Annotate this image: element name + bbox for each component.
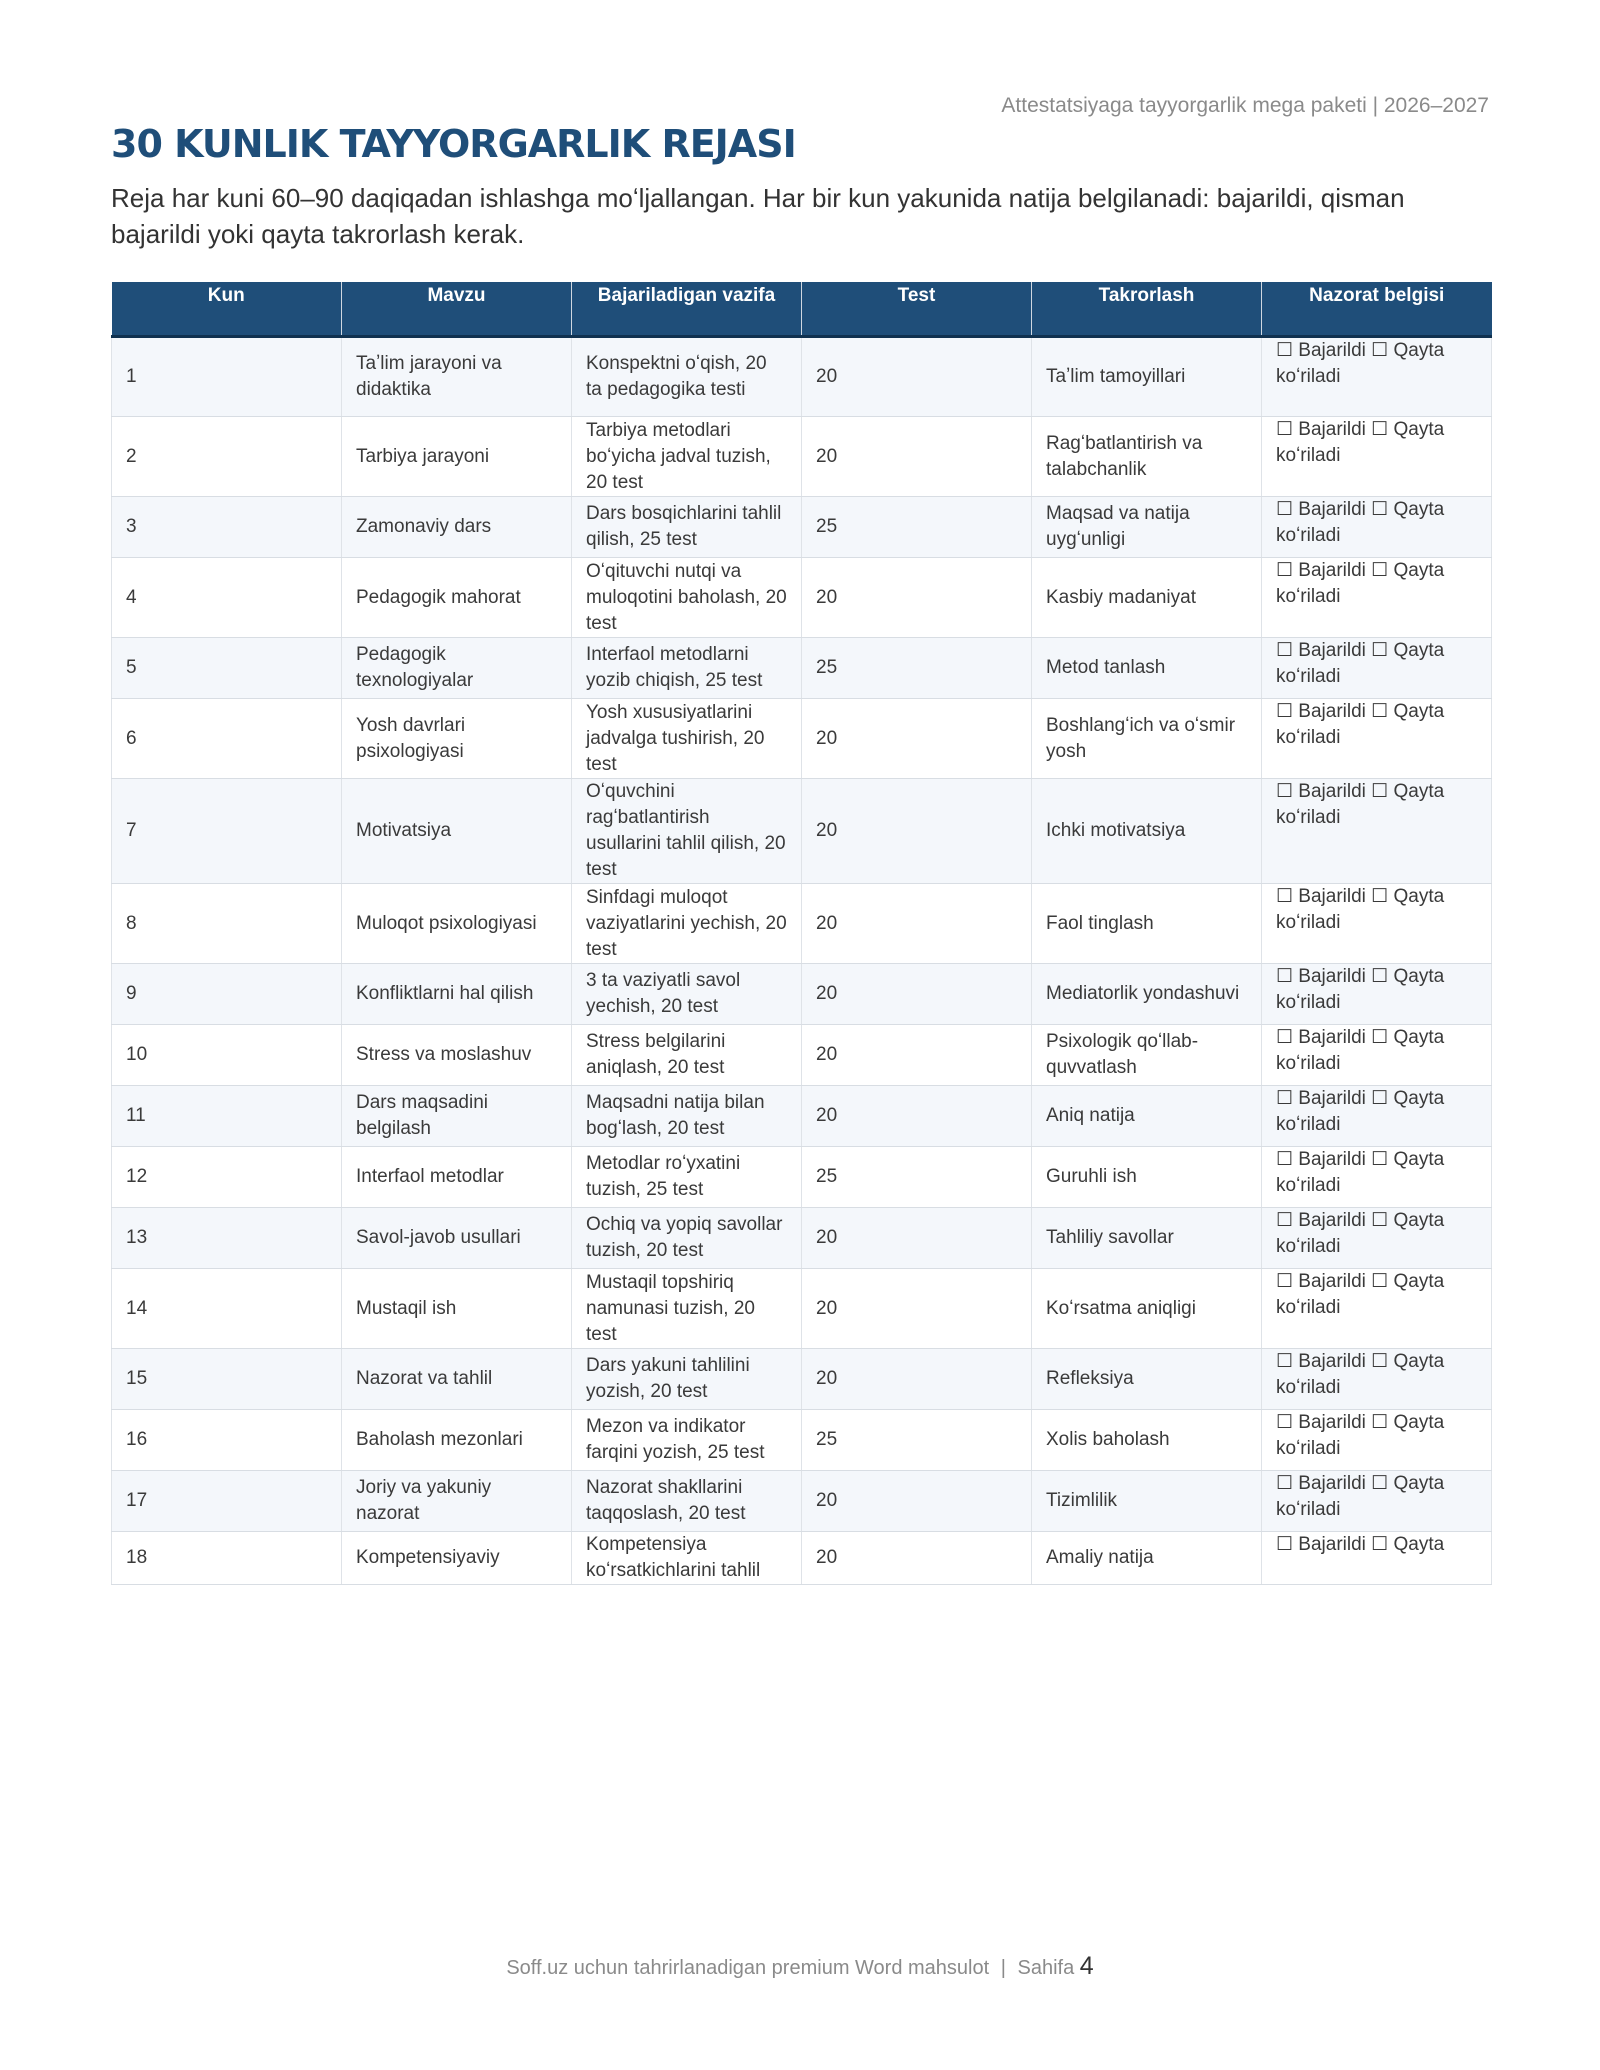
cell-takrorlash: Metod tanlash [1032,638,1262,699]
cell-takrorlash: Ichki motivatsiya [1032,779,1262,884]
cell-nazorat: ☐ Bajarildi ☐ Qayta koʻriladi [1262,1147,1492,1208]
column-header: Kun [112,282,342,337]
cell-kun: 15 [112,1349,342,1410]
cell-takrorlash: Faol tinglash [1032,884,1262,964]
cell-mavzu: Yosh davrlari psixologiyasi [342,699,572,779]
cell-kun: 5 [112,638,342,699]
cell-mavzu: Interfaol metodlar [342,1147,572,1208]
cell-vazifa: 3 ta vaziyatli savol yechish, 20 test [572,964,802,1025]
cell-kun: 8 [112,884,342,964]
cell-test: 20 [802,1349,1032,1410]
cell-takrorlash: Refleksiya [1032,1349,1262,1410]
cell-nazorat: ☐ Bajarildi ☐ Qayta koʻriladi [1262,884,1492,964]
table-row [112,884,1492,964]
table-header-row [112,282,1492,337]
cell-test: 20 [802,1471,1032,1532]
cell-nazorat: ☐ Bajarildi ☐ Qayta koʻriladi [1262,964,1492,1025]
page-label: Sahifa [1017,1957,1075,1979]
cell-test: 20 [802,1269,1032,1349]
cell-vazifa: Mezon va indikator farqini yozish, 25 test [572,1410,802,1471]
cell-kun: 17 [112,1471,342,1532]
cell-nazorat: ☐ Bajarildi ☐ Qayta koʻriladi [1262,1410,1492,1471]
column-header: Bajariladigan vazifa [572,282,802,337]
cell-takrorlash: Amaliy natija [1032,1532,1262,1585]
table-row [112,1025,1492,1086]
cell-takrorlash: Aniq natija [1032,1086,1262,1147]
cell-nazorat: ☐ Bajarildi ☐ Qayta [1262,1532,1492,1585]
page-number: 4 [1079,1952,1094,1980]
cell-takrorlash: Mediatorlik yondashuvi [1032,964,1262,1025]
cell-takrorlash: Taʼlim tamoyillari [1032,337,1262,417]
table-row [112,417,1492,497]
cell-takrorlash: Kasbiy madaniyat [1032,558,1262,638]
cell-mavzu: Motivatsiya [342,779,572,884]
cell-mavzu: Pedagogik mahorat [342,558,572,638]
cell-kun: 10 [112,1025,342,1086]
cell-kun: 9 [112,964,342,1025]
page-title: 30 KUNLIK TAYYORGARLIK REJASI [111,122,796,166]
cell-test: 20 [802,699,1032,779]
cell-test: 20 [802,964,1032,1025]
cell-nazorat: ☐ Bajarildi ☐ Qayta koʻriladi [1262,1086,1492,1147]
cell-takrorlash: Guruhli ish [1032,1147,1262,1208]
cell-vazifa: Tarbiya metodlari boʻyicha jadval tuzish, 20 test [572,417,802,497]
cell-vazifa: Ochiq va yopiq savollar tuzish, 20 test [572,1208,802,1269]
intro-paragraph: Reja har kuni 60–90 daqiqadan ishlashga moʻljallangan. Har bir kun yakunida natija belgilanadi: bajarildi, qisman bajarildi yoki qayta takrorlash kerak. [111,183,1405,249]
cell-test: 25 [802,497,1032,558]
cell-nazorat: ☐ Bajarildi ☐ Qayta koʻriladi [1262,417,1492,497]
cell-kun: 11 [112,1086,342,1147]
cell-vazifa: Oʻqituvchi nutqi va muloqotini baholash, 20 test [572,558,802,638]
cell-vazifa: Dars yakuni tahlilini yozish, 20 test [572,1349,802,1410]
cell-test: 20 [802,1532,1032,1585]
cell-nazorat: ☐ Bajarildi ☐ Qayta koʻriladi [1262,497,1492,558]
cell-kun: 18 [112,1532,342,1585]
cell-kun: 16 [112,1410,342,1471]
table-row [112,1410,1492,1471]
cell-vazifa: Konspektni oʻqish, 20 ta pedagogika testi [572,337,802,417]
cell-vazifa: Stress belgilarini aniqlash, 20 test [572,1025,802,1086]
cell-kun: 3 [112,497,342,558]
cell-vazifa: Sinfdagi muloqot vaziyatlarini yechish, 20 test [572,884,802,964]
cell-mavzu: Tarbiya jarayoni [342,417,572,497]
table-row [112,1147,1492,1208]
cell-mavzu: Zamonaviy dars [342,497,572,558]
page-header: Attestatsiyaga tayyorgarlik mega paketi | 2026–2027 [1001,94,1489,117]
cell-mavzu: Muloqot psixologiyasi [342,884,572,964]
cell-vazifa: Oʻquvchini ragʻbatlantirish usullarini tahlil qilish, 20 test [572,779,802,884]
cell-takrorlash: Maqsad va natija uygʻunligi [1032,497,1262,558]
cell-takrorlash: Psixologik qoʻllab-quvvatlash [1032,1025,1262,1086]
cell-mavzu: Savol-javob usullari [342,1208,572,1269]
cell-kun: 2 [112,417,342,497]
cell-test: 20 [802,337,1032,417]
table-row [112,1086,1492,1147]
table-row [112,699,1492,779]
cell-vazifa: Kompetensiya koʻrsatkichlarini tahlil [572,1532,802,1585]
cell-takrorlash: Tizimlilik [1032,1471,1262,1532]
cell-mavzu: Baholash mezonlari [342,1410,572,1471]
cell-mavzu: Taʼlim jarayoni va didaktika [342,337,572,417]
cell-test: 25 [802,638,1032,699]
cell-mavzu: Nazorat va tahlil [342,1349,572,1410]
cell-mavzu: Stress va moslashuv [342,1025,572,1086]
column-header: Nazorat belgisi [1262,282,1492,337]
cell-test: 20 [802,1025,1032,1086]
cell-kun: 1 [112,337,342,417]
cell-nazorat: ☐ Bajarildi ☐ Qayta koʻriladi [1262,337,1492,417]
table-body [112,337,1492,1585]
cell-mavzu: Dars maqsadini belgilash [342,1086,572,1147]
cell-kun: 4 [112,558,342,638]
cell-mavzu: Joriy va yakuniy nazorat [342,1471,572,1532]
cell-test: 25 [802,1147,1032,1208]
table-row [112,638,1492,699]
table-row [112,1532,1492,1585]
column-header: Test [802,282,1032,337]
cell-takrorlash: Koʻrsatma aniqligi [1032,1269,1262,1349]
cell-vazifa: Mustaqil topshiriq namunasi tuzish, 20 test [572,1269,802,1349]
cell-kun: 14 [112,1269,342,1349]
cell-kun: 12 [112,1147,342,1208]
cell-takrorlash: Tahliliy savollar [1032,1208,1262,1269]
cell-vazifa: Maqsadni natija bilan bogʻlash, 20 test [572,1086,802,1147]
table-row [112,558,1492,638]
footer-text: Soff.uz uchun tahrirlanadigan premium Word mahsulot [506,1957,990,1979]
table-row [112,964,1492,1025]
plan-table [111,282,1492,1585]
cell-vazifa: Nazorat shakllarini taqqoslash, 20 test [572,1471,802,1532]
cell-nazorat: ☐ Bajarildi ☐ Qayta koʻriladi [1262,558,1492,638]
cell-nazorat: ☐ Bajarildi ☐ Qayta koʻriladi [1262,779,1492,884]
cell-mavzu: Mustaqil ish [342,1269,572,1349]
cell-kun: 13 [112,1208,342,1269]
table-row [112,779,1492,884]
cell-nazorat: ☐ Bajarildi ☐ Qayta koʻriladi [1262,1269,1492,1349]
cell-test: 25 [802,1410,1032,1471]
column-header: Mavzu [342,282,572,337]
cell-nazorat: ☐ Bajarildi ☐ Qayta koʻriladi [1262,1349,1492,1410]
cell-test: 20 [802,417,1032,497]
cell-test: 20 [802,779,1032,884]
page-footer [0,1952,1600,1981]
cell-mavzu: Konfliktlarni hal qilish [342,964,572,1025]
cell-mavzu: Pedagogik texnologiyalar [342,638,572,699]
cell-kun: 6 [112,699,342,779]
cell-mavzu: Kompetensiyaviy [342,1532,572,1585]
table-row [112,1208,1492,1269]
cell-vazifa: Interfaol metodlarni yozib chiqish, 25 test [572,638,802,699]
cell-test: 20 [802,558,1032,638]
table-row [112,497,1492,558]
cell-nazorat: ☐ Bajarildi ☐ Qayta koʻriladi [1262,1471,1492,1532]
table-row [112,1349,1492,1410]
column-header: Takrorlash [1032,282,1262,337]
cell-test: 20 [802,1086,1032,1147]
table-row [112,1269,1492,1349]
cell-takrorlash: Ragʻbatlantirish va talabchanlik [1032,417,1262,497]
footer-separator: | [1000,1957,1006,1979]
cell-kun: 7 [112,779,342,884]
cell-vazifa: Metodlar roʻyxatini tuzish, 25 test [572,1147,802,1208]
cell-takrorlash: Xolis baholash [1032,1410,1262,1471]
cell-vazifa: Dars bosqichlarini tahlil qilish, 25 test [572,497,802,558]
table-row [112,1471,1492,1532]
cell-takrorlash: Boshlangʻich va oʻsmir yosh [1032,699,1262,779]
table-row [112,337,1492,417]
cell-nazorat: ☐ Bajarildi ☐ Qayta koʻriladi [1262,699,1492,779]
cell-nazorat: ☐ Bajarildi ☐ Qayta koʻriladi [1262,1025,1492,1086]
cell-test: 20 [802,884,1032,964]
cell-test: 20 [802,1208,1032,1269]
cell-nazorat: ☐ Bajarildi ☐ Qayta koʻriladi [1262,638,1492,699]
cell-nazorat: ☐ Bajarildi ☐ Qayta koʻriladi [1262,1208,1492,1269]
cell-vazifa: Yosh xususiyatlarini jadvalga tushirish, 20 test [572,699,802,779]
